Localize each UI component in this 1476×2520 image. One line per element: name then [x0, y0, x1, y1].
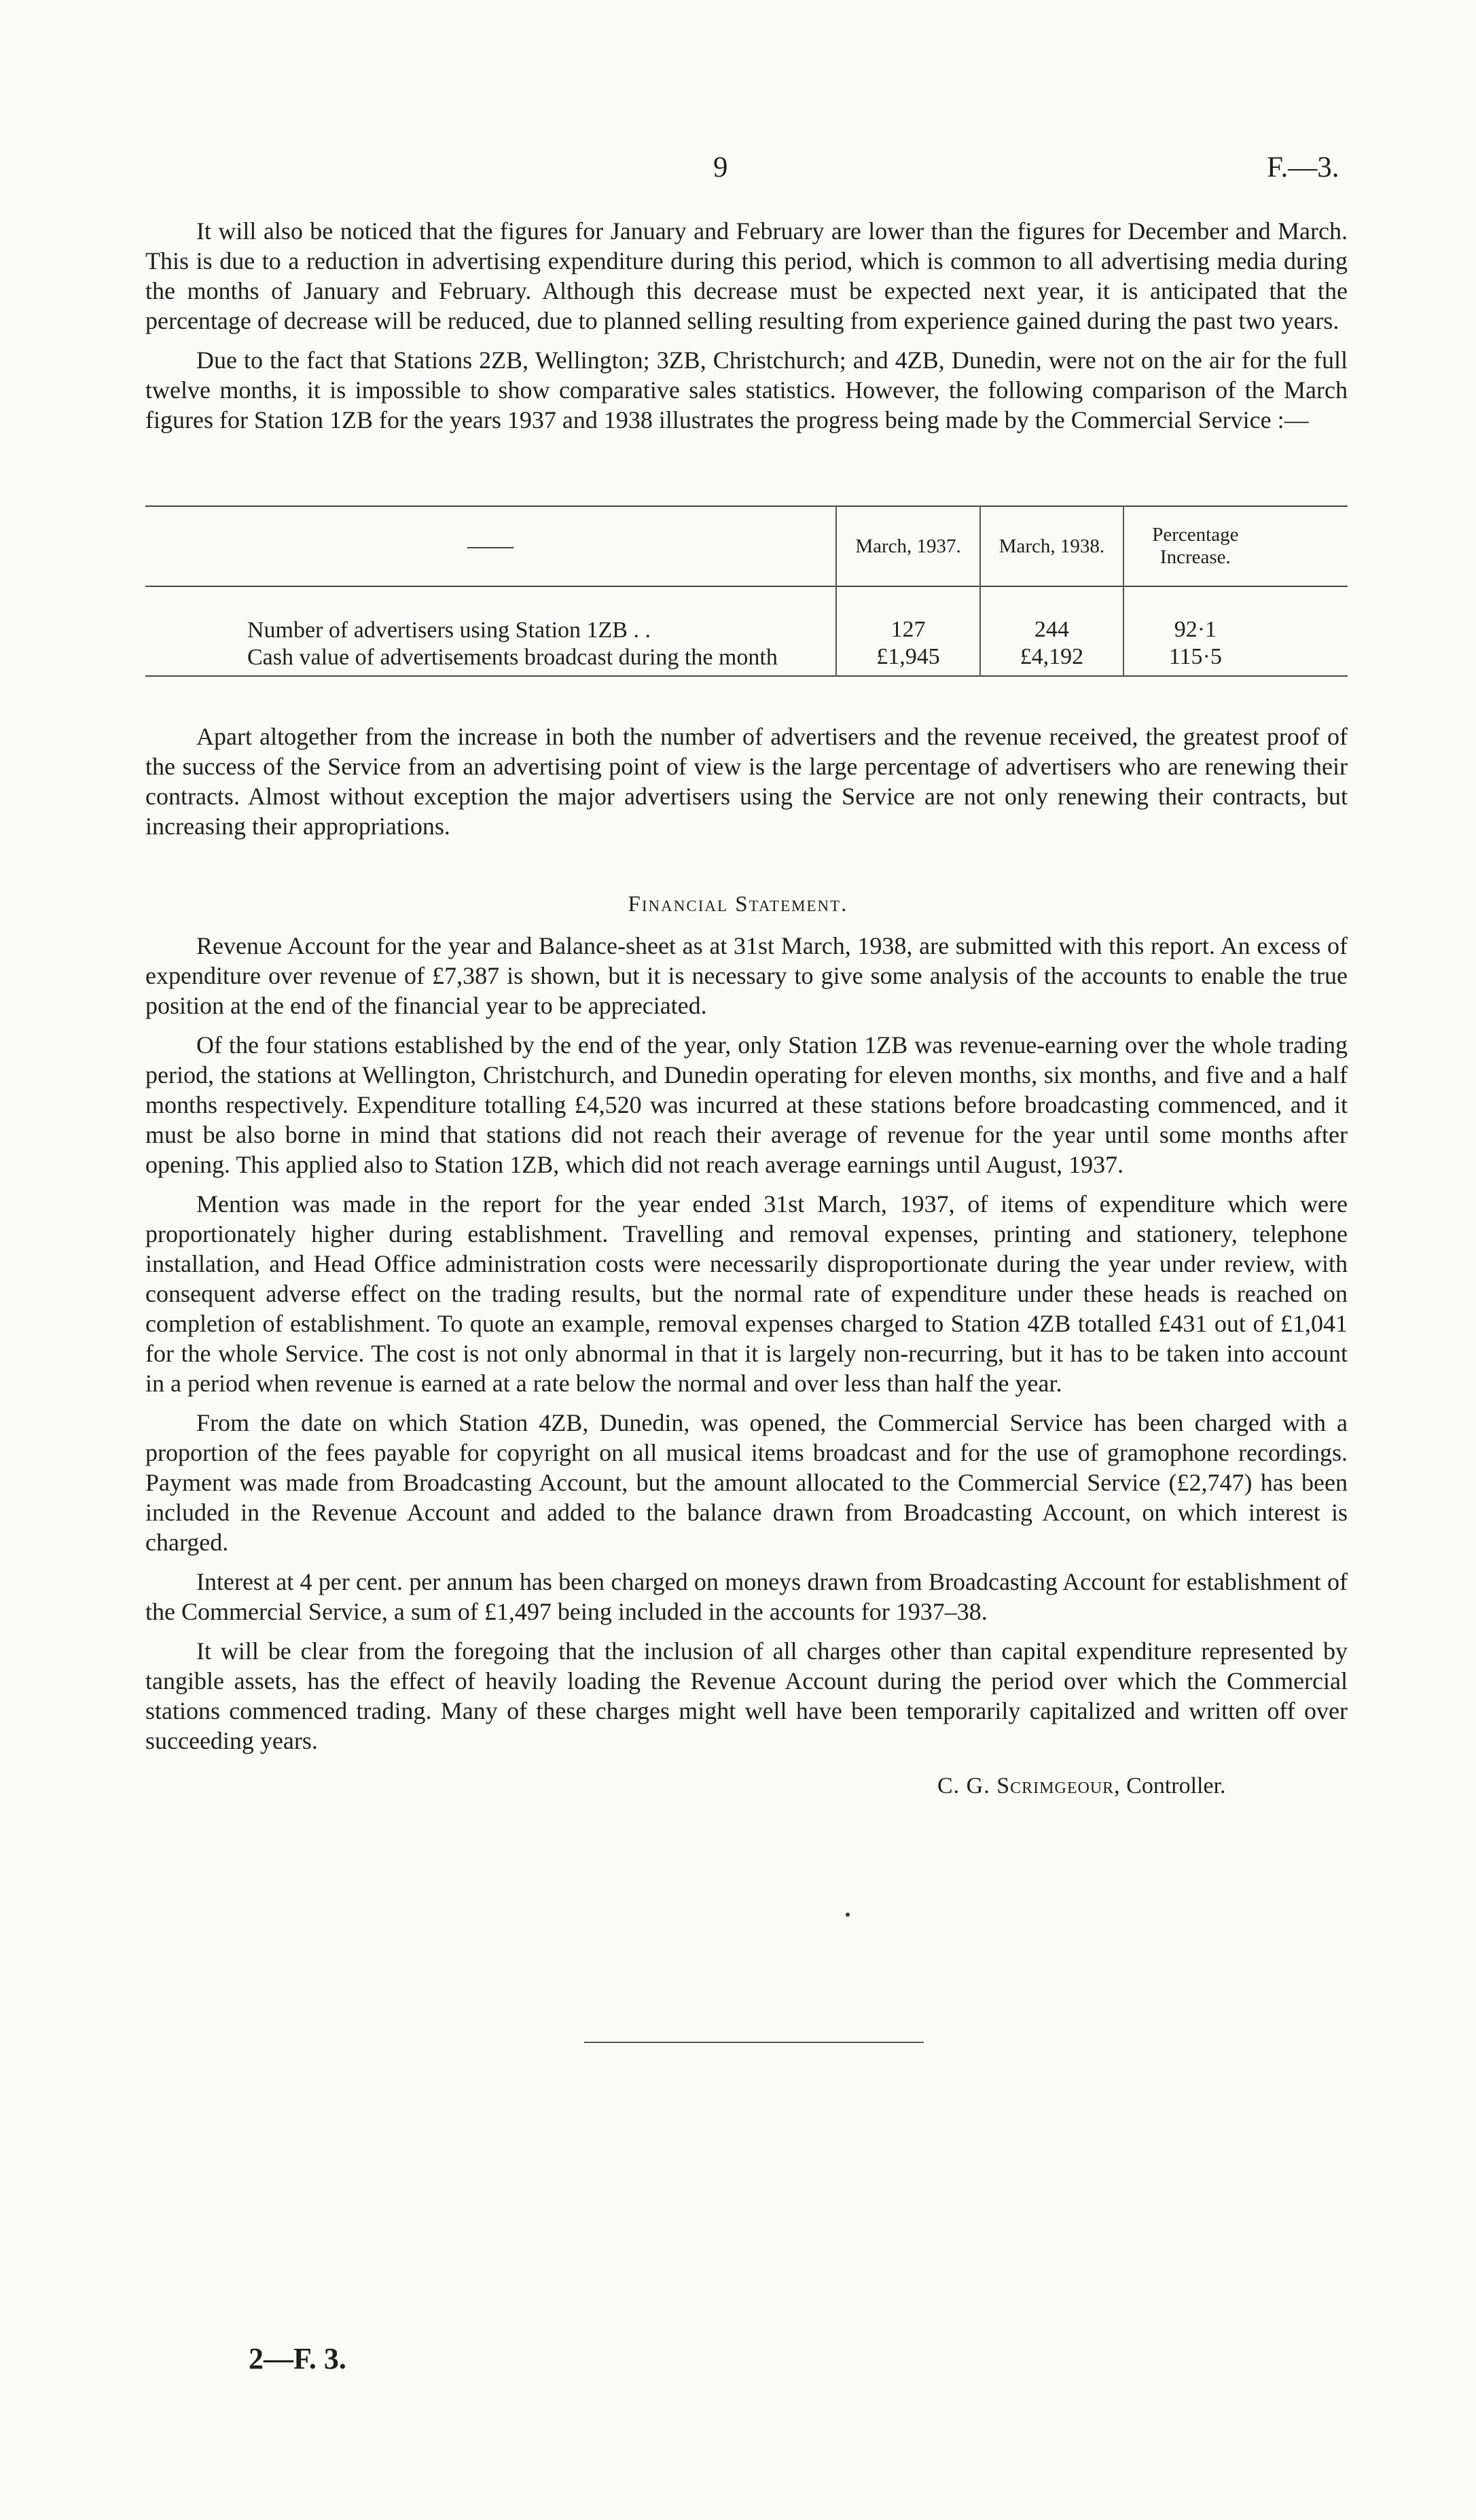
value-1937: £1,945	[836, 644, 979, 676]
divider	[584, 2042, 924, 2043]
signature-block	[937, 1773, 1226, 1799]
footer-reference: 2—F. 3.	[249, 2342, 346, 2375]
signatory-name: C. G. Scrimgeour,	[937, 1773, 1121, 1798]
value-1937: 127	[836, 617, 979, 644]
value-percentage: 92·1	[1123, 617, 1267, 644]
comparison-table	[145, 505, 1348, 677]
financial-section	[145, 931, 1348, 1765]
paragraph: It will also be noticed that the figures for January and February are lower than the figures for December and March. This is due to a reduction in advertising expenditure during this period, which is common to all advertising media during the months of January and February. Although this decrease must be expected next year, it is anticipated that the percentage of decrease will be reduced, due to planned selling resulting from experience gained during the past two years.	[145, 217, 1348, 334]
intro-section	[145, 216, 1348, 444]
table-header-percentage: Percentage Increase.	[1123, 506, 1267, 586]
document-reference: F.—3.	[1267, 152, 1339, 183]
paragraph: Due to the fact that Stations 2ZB, Wellington; 3ZB, Christchurch; and 4ZB, Dunedin, were not on the air for the full twelve months, it is impossible to show comparative sales statistics. However, the following comparison of the March figures for Station 1ZB for the years 1937 and 1938 illustrates the progress being made by the Commercial Service :—	[145, 347, 1348, 433]
section-heading: Financial Statement.	[628, 892, 848, 917]
paragraph: It will be clear from the foregoing that the inclusion of all charges other than capital expenditure represented by tangible assets, has the effect of heavily loading the Revenue Account during the period over which the Commercial stations commenced trading. Many of these charges might well have been temporarily capitalized and written off over succeeding years.	[145, 1637, 1348, 1754]
value-1938: £4,192	[980, 644, 1123, 676]
signatory-title: Controller.	[1126, 1773, 1226, 1798]
table-header-1938: March, 1938.	[980, 506, 1123, 586]
row-label: Cash value of advertisements broadcast during the month	[247, 645, 778, 670]
post-table-section	[145, 722, 1348, 851]
page-number: 9	[713, 152, 728, 183]
page-header	[0, 151, 1476, 192]
row-label: Number of advertisers using Station 1ZB . .	[247, 618, 651, 643]
paragraph: Interest at 4 per cent. per annum has been charged on moneys drawn from Broadcasting Account for establishment of the Commercial Service, a sum of £1,497 being included in the accounts for 1937–38.	[145, 1568, 1348, 1625]
ornament-dot	[846, 1913, 850, 1917]
table-row	[145, 617, 1348, 644]
paragraph: Of the four stations established by the end of the year, only Station 1ZB was revenue-earning over the whole trading period, the stations at Wellington, Christchurch, and Dunedin operating for eleven months, six months, and five and a half months respectively. Expenditure totalling £4,520 was incurred at these stations before broadcasting commenced, and it must be also borne in mind that stations did not reach their average of revenue for the year until some months after opening. This applied also to Station 1ZB, which did not reach average earnings until August, 1937.	[145, 1031, 1348, 1178]
paragraph: From the date on which Station 4ZB, Dunedin, was opened, the Commercial Service has been charged with a proportion of the fees payable for copyright on all musical items broadcast and for the use of gramophone recordings. Payment was made from Broadcasting Account, but the amount allocated to the Commercial Service (£2,747) has been included in the Revenue Account and added to the balance drawn from Broadcasting Account, on which interest is charged.	[145, 1409, 1348, 1556]
table-header-1937: March, 1937.	[836, 506, 979, 586]
paragraph: Apart altogether from the increase in both the number of advertisers and the revenue received, the greatest proof of the success of the Service from an advertising point of view is the large percentage of advertisers who are renewing their contracts. Almost without exception the major advertisers using the Service are not only renewing their contracts, but increasing their appropriations.	[145, 723, 1348, 840]
value-percentage: 115·5	[1123, 644, 1267, 676]
table-header-blank: ——	[467, 533, 514, 558]
table-row	[145, 644, 1348, 676]
paragraph: Mention was made in the report for the year ended 31st March, 1937, of items of expenditure which were proportionately higher during establishment. Travelling and removal expenses, printing and stationery, telephone installation, and Head Office administration costs were necessarily disproportionate during the year under review, with consequent adverse effect on the trading results, but the normal rate of expenditure under these heads is reached on completion of establishment. To quote an example, removal expenses charged to Station 4ZB totalled £431 out of £1,041 for the whole Service. The cost is not only abnormal in that it is largely non-recurring, but it has to be taken into account in a period when revenue is earned at a rate below the normal and over less than half the year.	[145, 1190, 1348, 1397]
value-1938: 244	[980, 617, 1123, 644]
paragraph: Revenue Account for the year and Balance-sheet as at 31st March, 1938, are submitted with this report. An excess of expenditure over revenue of £7,387 is shown, but it is necessary to give some analysis of the accounts to enable the true position at the end of the financial year to be appreciated.	[145, 932, 1348, 1019]
